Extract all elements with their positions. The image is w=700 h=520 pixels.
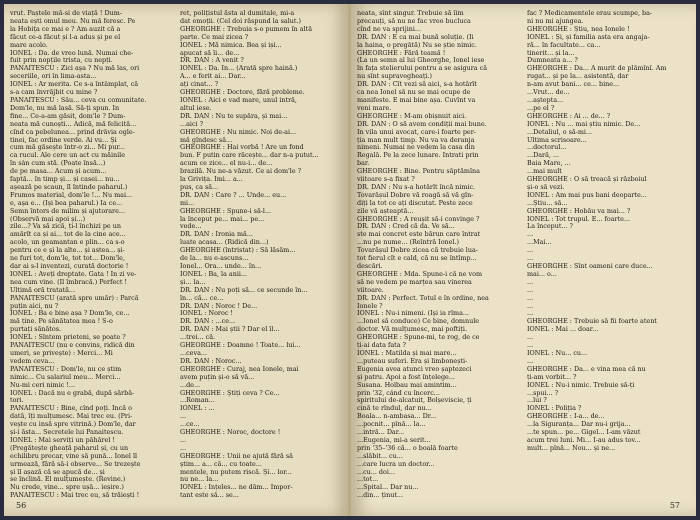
text-line: ția man mult timp. Nu va va deranja: [357, 136, 475, 144]
text-line: GHEORGHE : Trebuia s-o pumem în altă: [180, 25, 313, 33]
text-line: vedem ceva...: [10, 357, 55, 365]
text-line: GHEORGHE : Spune-i să-l...: [180, 207, 272, 215]
text-line: GHEORGHE : Noroc, doctore !: [180, 429, 281, 437]
text-line: ...doctorul...: [527, 144, 567, 152]
text-line: GHEORGHE : Știu, nea Ionele !: [527, 25, 630, 33]
text-line: dat emoții. (Cel doi răspund la salut.): [180, 17, 301, 25]
text-line: ...din... ținut...: [357, 492, 403, 500]
text-line: manifeste. E mai bine așa. Cuvînt va: [357, 96, 476, 104]
text-line: ...: [180, 413, 187, 421]
text-line: precauți, să nu ne fac vreo bucluca: [357, 17, 471, 25]
text-line: ...: [527, 310, 534, 318]
text-line: ...: [527, 302, 534, 310]
text-line: ...: [527, 247, 534, 255]
text-line: și-o să vezi.: [527, 183, 565, 191]
text-line: PANAITESCU : Mai trec eu, să trăiești !: [10, 492, 140, 500]
text-line: avem puțin și-o să vă...: [180, 373, 255, 381]
text-line: mare acolo.: [10, 41, 48, 49]
text-line: ...puteau suferi. Era și limbonești-: [357, 357, 468, 365]
text-line: GHEORGHE : Ai ... de... ?: [527, 112, 611, 120]
text-line: IONEL : Aveți dreptate. Gata ! În zi ve-: [10, 270, 137, 278]
text-line: veni mare.: [357, 104, 392, 112]
text-line: IONEL : Matilda și mai mare...: [357, 349, 457, 357]
text-line: GHEORGHE : Trebuie să fii foarte atent: [527, 318, 657, 326]
text-line: GHEORGHE : I-a... de...: [527, 413, 605, 421]
text-line: știm... a... că... cu toate...: [180, 460, 262, 468]
text-line: Tovarășul Dobre zicea că trebuie lua-: [357, 247, 478, 255]
text-line: ...la Siguranța... Dar nu-i grija...: [527, 421, 631, 429]
text-line: Ionele ?: [357, 302, 383, 310]
text-line: mai... o...: [527, 270, 557, 278]
text-line: IONEL : Nu ... mai știu nimic. De...: [527, 120, 641, 128]
text-line: IONEL : Da. În... (Arată spre haină.): [180, 65, 298, 73]
text-line: e, așa e... (Își bea paharul.) Ia ce...: [10, 199, 123, 207]
text-line: PANAITESCU : Dom'le, nu ce știm: [10, 365, 122, 373]
text-line: PANAITESCU (nu e convins, ridică din: [10, 342, 135, 350]
text-line: ...trei... că.: [180, 334, 216, 342]
text-line: ...: [527, 334, 534, 342]
text-line: nimeni. Numai ne vedem la casa din: [357, 144, 475, 152]
text-line: Ionel... Ora... unde... în...: [180, 263, 262, 270]
text-line: cînd ne va sprijini...: [357, 25, 421, 33]
text-line: ...de...: [180, 381, 201, 389]
text-line: ...aici ?: [180, 120, 204, 128]
text-line: IONEL : Mai serviți un păhărel !: [10, 436, 115, 444]
text-line: IONEL : Nu... cu...: [527, 349, 588, 357]
text-line: ...tot...: [357, 476, 379, 484]
text-line: GHEORGHE : Da... A murit de plămînî. Am: [527, 65, 667, 73]
text-line: spiritului de-alcatuit, Bolșeviscie, ți: [357, 397, 472, 405]
text-line: DR. DAN : Nu te supăra, și mai...: [180, 112, 288, 120]
text-line: zile vă așteaptă...: [357, 207, 414, 215]
text-line: ste mai concret este bărun care întrat: [357, 231, 481, 239]
text-line: diți la tot ce ați discutat. Peste zece: [357, 199, 473, 207]
text-line: IONEL : Ba e bine așa ? Dom'le, ce...: [10, 310, 130, 318]
right-page-column-1: [357, 10, 520, 500]
text-line: IONEL : Sîntem prieteni, se poate ?: [10, 334, 126, 342]
text-line: fine... Ce-a-am găsit, dom'le ? Dum-: [10, 112, 126, 120]
text-line: zile...? Va să zică, ți-l închizi pe un: [10, 223, 121, 231]
text-line: IONEL : Noroc !: [180, 310, 234, 318]
text-line: GHEORGHE : Mda. Spune-i că ne vom: [357, 270, 483, 278]
text-line: ...slăbit... cu...: [357, 452, 403, 460]
text-line: IONEL : Dacă nu e grabă, după sărbă-: [10, 389, 135, 397]
text-line: ...: [527, 294, 534, 302]
text-line: în sân cum stă. (Poate însă...): [10, 160, 106, 168]
text-line: ...care lucra un doctor...: [357, 460, 435, 468]
text-line: Nu crede, vine... spre ușă... ieșire.): [10, 484, 124, 492]
text-line: ...: [527, 286, 534, 294]
text-line: IONEL : Înțeles... ne dăm... Impor-: [180, 484, 293, 492]
text-line: IONEL : Ar merita. Ce s-a întâmplat, că: [10, 81, 139, 89]
text-line: ați cinat... ?: [180, 81, 219, 89]
text-line: IONEL : Nu-i nimic. Trebuie să-ți: [527, 381, 635, 389]
text-line: DR. DAN : Cît vezi să aici, s-a hotărît: [357, 81, 477, 89]
text-line: neata, sînt singur. Trebuie să îim: [357, 10, 464, 17]
text-line: GHEORGHE : Hai vorbă ! Are un fond: [180, 144, 304, 152]
text-line: în fața stelierului pentru a se asigura că: [357, 65, 488, 73]
text-line: ...lui ?: [527, 397, 547, 405]
text-line: cînd ca pebelunea... prind drăvia ogle-: [10, 128, 135, 136]
text-line: și... la...: [180, 278, 206, 286]
text-line: ...Roman...: [180, 397, 215, 405]
text-line: ți-ai data fata ?: [357, 342, 406, 350]
text-line: În vila unui avocat, care-i foarte per-: [357, 128, 476, 136]
page-number: 56: [16, 501, 27, 510]
text-line: ...aștepta...: [527, 96, 564, 104]
text-line: mă gîndesc să...: [180, 136, 233, 144]
text-line: ...: [180, 436, 187, 444]
text-line: s-a cam învrăjbit cu mine ?: [10, 89, 98, 97]
text-line: faptă... în timp și... și casei... nu...: [10, 176, 120, 184]
text-line: făcut ce-a făcut și l-a adus și pe el: [10, 33, 121, 41]
text-line: viitoare.: [357, 286, 384, 294]
text-line: ni nu mi ajungea.: [527, 17, 584, 25]
text-line: de pe masa... Acum și acum...: [10, 168, 107, 176]
text-line: IONEL : Nu-i nimeni. (Își ia rîma...: [357, 310, 469, 318]
text-line: se înclină. El mulțumește. (Revine.): [10, 476, 126, 484]
text-line: ...spui... ?: [527, 389, 559, 397]
text-line: ți-am vorbit... ?: [527, 373, 577, 381]
text-line: brazilă. Nu ne-a văzut. Ce ai dom'le ?: [180, 168, 302, 176]
text-line: ră... în facultate... ca...: [527, 41, 601, 49]
text-line: DR. DAN : O să avem condiții mai bune.: [357, 120, 487, 128]
left-page: [4, 4, 349, 516]
text-line: Susana. Holbau mai amintim...: [357, 381, 457, 389]
text-line: n-am avut bani... ce... bine...: [527, 81, 620, 89]
text-line: altul iese.: [180, 104, 212, 112]
text-line: IONEL : Și, și familia asta era angaja-: [527, 33, 650, 41]
text-line: descări.: [357, 263, 383, 270]
text-line: GHEORGHE : Bine. Pentru săptămîna: [357, 168, 480, 176]
text-line: mi...: [180, 199, 195, 207]
text-line: PANAITESCU : Bine, cînd poți. Încă o: [10, 405, 132, 413]
text-line: mă ține. Pe sănătatea mea ! S-o: [10, 318, 113, 326]
page-number: 57: [669, 501, 680, 510]
text-line: DR. DAN : Nu s-a hotărît încă nimic.: [357, 183, 476, 191]
left-page-columns: [10, 10, 343, 500]
text-line: ...mai mult: [527, 168, 562, 176]
text-line: la Hobița ce mai e ? Am auzit că a: [10, 25, 121, 33]
text-line: în... că... ce...: [180, 294, 224, 302]
text-line: GHEORGHE : Fără teamă !: [357, 49, 446, 57]
text-line: nea cum vine. (Îl îmbracă.) Perfect !: [10, 278, 127, 286]
text-line: PANAITESCU : Zici așa ? Nu mă las, ori: [10, 65, 140, 73]
text-line: ...Ionel să conduce) Ce bine, domnule: [357, 318, 480, 326]
text-line: DR. DAN : Noroc ! De...: [180, 302, 258, 310]
text-line: ...intră... Dar...: [357, 429, 405, 437]
text-line: ...pe el ?: [527, 104, 555, 112]
text-line: ...Știu... să...: [527, 199, 568, 207]
text-line: vește cu insă spre vitrină.) Dom'le, dar: [10, 421, 136, 429]
text-line: amărît ca și ai... tot de la cine ace...: [10, 231, 126, 239]
text-line: acolo, un geamantan e plin... ca s-o: [10, 239, 125, 247]
text-line: IONEL : Ba, la anii...: [180, 270, 248, 278]
text-line: IONEL : Poliția ?: [527, 405, 582, 413]
text-line: Nu-mi ceri nimic !...: [10, 381, 76, 389]
text-line: ...Eugenia, mi-a serit...: [357, 436, 431, 444]
text-line: DR. DAN : Perfect. Totul e în ordine, nea: [357, 294, 489, 302]
text-line: dar ai s-l inventezi, curată doctorie !: [10, 263, 129, 270]
text-line: nimic... Cu salariul meu... Merci...: [10, 373, 121, 381]
text-line: Baia Mare, ...: [527, 160, 571, 168]
text-line: IONEL : ...: [180, 405, 215, 413]
text-line: Ultima scrisoare...: [527, 136, 587, 144]
text-line: tinerit... și la...: [527, 49, 575, 57]
text-line: ca nea Ionel să nu se mai ocupe de: [357, 89, 471, 97]
text-line: GHEORGHE : Unii ne ajută fără să: [180, 452, 293, 460]
text-line: luate acasa... (Ridică din...): [180, 239, 269, 247]
text-line: la Grivița. Îmi... a...: [180, 176, 243, 184]
text-line: GHEORGHE : Spune-mi, te rog, de ce: [357, 334, 480, 342]
text-line: viitoare s-a fixat ?: [357, 176, 415, 184]
text-line: ...Dară, ...: [527, 152, 560, 160]
text-line: ...pocnit... pînă... la...: [357, 421, 426, 429]
right-page: [351, 4, 696, 516]
text-line: prin '35–'36 că... o boală foarte: [357, 444, 458, 452]
text-line: ...nu pe nume... (Reîntră Ionel.): [357, 239, 460, 247]
text-line: să ne vedem pe marțea sau vinerea: [357, 278, 472, 286]
text-line: GHEORGHE : Știți ceva ? Ce...: [180, 389, 280, 397]
text-line: acum ce zice... el nu-i... de...: [180, 160, 273, 168]
text-line: GHEORGHE : Curaj, nea Ionele, mai: [180, 365, 299, 373]
text-line: PANAITESCU (arată spre umăr) : Parcă: [10, 294, 139, 302]
text-line: de la... nu e-ascuns...: [180, 255, 249, 263]
text-line: purtați sănătos.: [10, 326, 62, 334]
text-line: ...Vrut... de...: [527, 89, 570, 97]
text-line: prin '32, când cu încerc...: [357, 389, 440, 397]
text-line: GHEORGHE : Hobău va mai... ?: [527, 207, 631, 215]
text-line: IONEL : Tot trupul. E... foarte...: [527, 215, 631, 223]
text-line: nu ne... la...: [180, 476, 219, 484]
text-line: bun. F putin care răcește... dar n-a putut...: [180, 152, 319, 160]
text-line: seceriile, ori în lima-asta...: [10, 73, 97, 81]
text-line: IONEL : Am mai pus bani deoparte...: [527, 191, 647, 199]
text-line: A... e ferit ai... Dar...: [180, 73, 246, 81]
text-line: GHEORGHE : Da... e vina mea că nu: [527, 365, 646, 373]
text-line: ...Detaliul, o să-mi...: [527, 128, 593, 136]
text-line: IONEL : Da. de vreo lună. Numai che-: [10, 49, 134, 57]
text-line: la început pe... mai... pe...: [180, 215, 265, 223]
text-line: DR. DAN : Cred că da. Ve să...: [357, 223, 455, 231]
text-line: și-i ăsta... Secretele lui Panaitescu.: [10, 429, 124, 437]
text-line: Regală. Pe la zece lunare. Intrati prin: [357, 152, 479, 160]
text-line: DR. DAN : Nu poți să... ce secunde în...: [180, 286, 308, 294]
text-line: ca rucul. Ale cere un act cu măinile: [10, 152, 125, 160]
left-page-column-1: [10, 10, 173, 500]
text-line: bar.: [357, 160, 370, 168]
text-line: GHEORGHE : O să treacă și războiul: [527, 176, 647, 184]
text-line: ret, polițistul ăsta al dumitale, mi-a: [180, 10, 295, 17]
text-line: ...te spun... pe... Gigel... I-am văzut: [527, 429, 641, 437]
text-line: GHEORGHE : M-am obișnuit aici.: [357, 112, 467, 120]
text-line: Dumneata a... ?: [527, 57, 578, 65]
right-page-columns: [357, 10, 690, 500]
text-line: acum trei luni. Mi... I-au adus tov...: [527, 436, 641, 444]
text-line: Frumos material, dom'le !... Nu mai...: [10, 191, 133, 199]
text-line: DR. DAN : A venit ?: [180, 57, 244, 65]
text-line: DR. DAN : Mai știi ? Dar el îl...: [180, 326, 280, 334]
text-line: GHEORGHE (întristat) : Să lăsăm...: [180, 247, 296, 255]
text-line: pentru ce e și la alte... și astea... și-: [10, 247, 125, 255]
text-line: puțin aici, nu ?: [10, 302, 59, 310]
text-line: nu sînt supravegheați.): [357, 73, 432, 81]
text-line: GHEORGHE : A reușit să-i convinge ?: [357, 215, 480, 223]
text-line: (Observă mai apoi și...): [10, 215, 86, 223]
text-line: IONEL : Mai ... doar...: [527, 326, 599, 334]
text-line: cum mă găsește într-o zi... Mi pur...: [10, 144, 125, 152]
text-line: ...: [527, 342, 534, 350]
text-line: Eugenia avea atunci vreo șaptezeci: [357, 365, 472, 373]
text-line: Semn întors de milim și ajutorare...: [10, 207, 125, 215]
text-line: mult... pînă... Nou... și ne...: [527, 444, 616, 452]
text-line: Boala... n-ambasa... Dr...: [357, 413, 437, 421]
text-line: tinei, fac ordine verde. Ai vu... Și: [10, 136, 117, 144]
text-line: tant este să... se...: [180, 492, 239, 500]
text-line: neata ești omul meu. Nu mă feresc. Pe: [10, 17, 136, 25]
text-line: ...ce...: [180, 421, 200, 429]
text-line: DR. DAN : Noroc...: [180, 357, 242, 365]
text-line: ...: [180, 444, 187, 452]
text-line: ...: [527, 278, 534, 286]
text-line: DR. DAN : Ironia mă...: [180, 231, 253, 239]
text-line: GHEORGHE : Nu nimic. Noi de-ai...: [180, 128, 297, 136]
text-line: ...: [527, 231, 534, 239]
text-line: PANAITESCU : Său... ceva cu comunitate.: [10, 96, 147, 104]
left-page-column-2: [180, 10, 343, 500]
text-line: GHEORGHE : Doamne ! Toate... lui...: [180, 342, 301, 350]
text-line: pus, ca să...: [180, 183, 219, 191]
text-line: mentele, nu putem riscă. Și... lor...: [180, 468, 292, 476]
text-line: Ultimă oră tratată...: [10, 286, 75, 294]
text-line: și îl așază că se apucă de... și: [10, 468, 105, 476]
text-line: echilibru precar, vine să pună... Ionel îl: [10, 452, 138, 460]
text-line: ...ceva...: [180, 349, 207, 357]
text-line: neata mă cunoști... Adică, mă felicită...: [10, 120, 137, 128]
text-line: GHEORGHE : Doctore, fără probleme.: [180, 89, 305, 97]
text-line: IONEL : Aici e vad mare, unul intră,: [180, 96, 297, 104]
text-line: DR. DAN : ...ce...: [180, 318, 236, 326]
text-line: la haina, o pregătă) Nu se știe nimic.: [357, 41, 477, 49]
text-line: fac ? Medicamentele erau scumpe, ba-: [527, 10, 653, 17]
text-line: vrut. Paștele mă-si de viață ! Dum-: [10, 10, 122, 17]
text-line: dată, îți mulțumesc. Mai trec eu. (Pri-: [10, 413, 133, 421]
text-line: rugat... și pe la... asistentă, dar: [527, 73, 629, 81]
text-line: așează pe scaun, îl întinde paharul.): [10, 183, 128, 191]
text-line: urmează, fără să-i observe... Se trezește: [10, 460, 141, 468]
text-line: GHEORGHE : Sînt oameni care duce...: [527, 263, 653, 270]
text-line: La început... ?: [527, 223, 573, 231]
text-line: DR. DAN : Care ? ... Unde... eu...: [180, 191, 287, 199]
text-line: tot fierul cît e cald, că nu se întîmp...: [357, 255, 477, 263]
text-line: tori.: [10, 397, 24, 405]
text-line: Dom'le, nu mă lasă. Să-ți spun. În: [10, 104, 120, 112]
text-line: doctor. Vă mulțumesc, mai poftiți.: [357, 326, 467, 334]
text-line: ...Mai...: [527, 239, 552, 247]
right-page-column-2: [527, 10, 690, 500]
text-line: vede...: [180, 223, 202, 231]
text-line: IONEL : Mă nimica. Bea și iși...: [180, 41, 282, 49]
text-line: fuit prin nopțile trista, cu nepți.: [10, 57, 113, 65]
text-line: ...Spital... Dar nu...: [357, 484, 419, 492]
text-line: apucat să îi... de...: [180, 49, 240, 57]
text-line: și patru. Apoi a fost înțelege...: [357, 373, 455, 381]
text-line: ...cu... doi...: [357, 468, 395, 476]
text-line: ...: [527, 357, 534, 365]
text-line: ne furi tot, dom'le, tot tot... Dom'le,: [10, 255, 126, 263]
text-line: Tovarășul Dobre vă roagă să vă gîn-: [357, 191, 474, 199]
text-line: cină te rîndul, dar nu...: [357, 405, 432, 413]
text-line: parte. Ce mai zicea ?: [180, 33, 249, 41]
text-line: ...: [527, 255, 534, 263]
text-line: (Pregătește gheață paharul și, cu un: [10, 444, 129, 452]
text-line: DR. DAN : E ca mai bună soluție. (Îi: [357, 33, 474, 41]
text-line: umeri, se privește) : Merci... Mi: [10, 349, 113, 357]
text-line: (La un semn al lui Gheorghe, Ionel iese: [357, 57, 485, 65]
